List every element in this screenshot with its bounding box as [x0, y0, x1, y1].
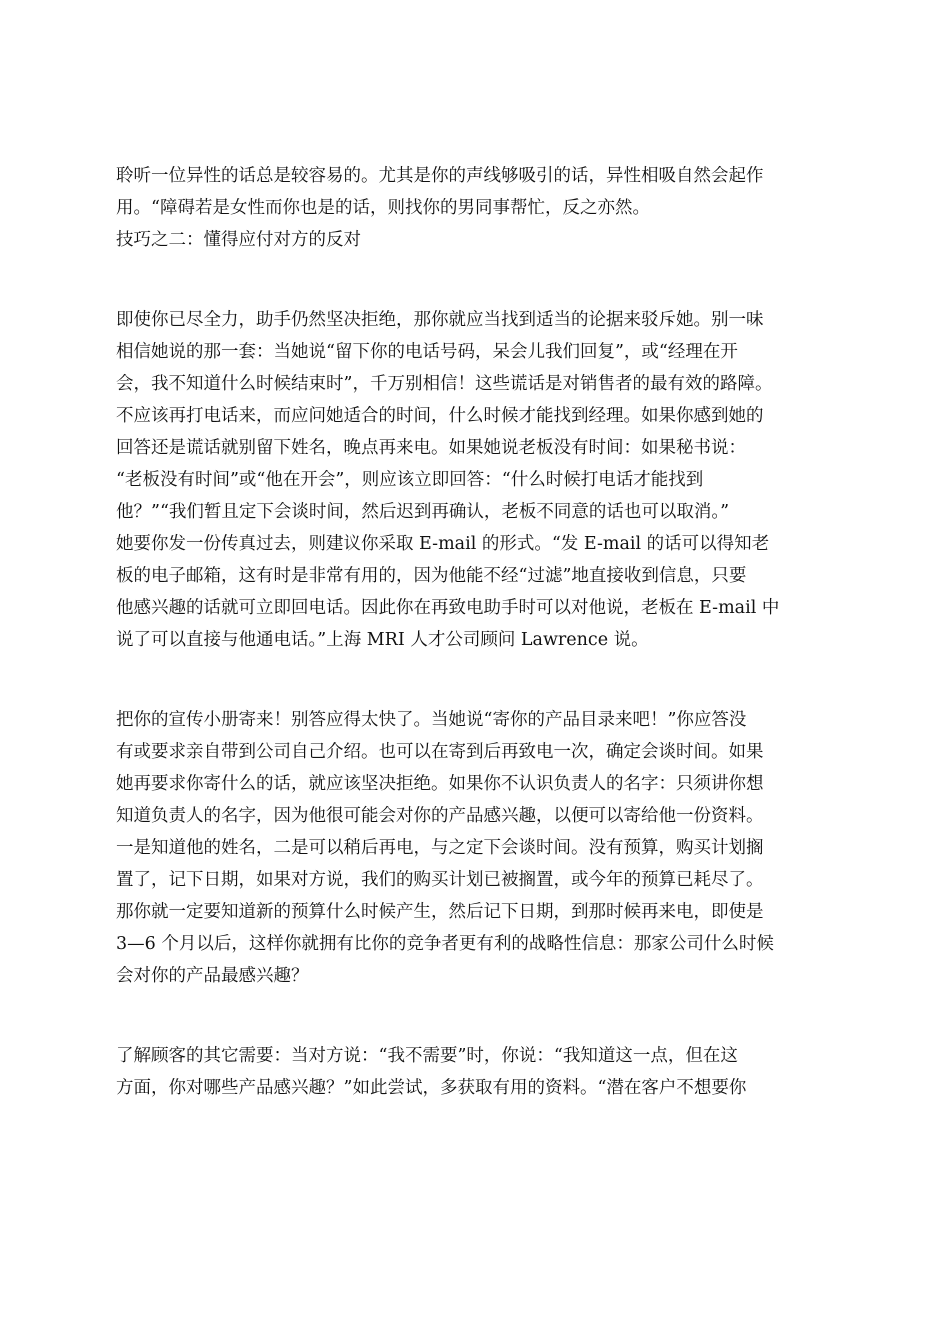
- text-line: 置了，记下日期，如果对方说，我们的购买计划已被搁置，或今年的预算已耗尽了。: [116, 870, 764, 890]
- text-line: 她要你发一份传真过去，则建议你采取 E-mail 的形式。“发 E-mail 的话可以得知老: [116, 534, 770, 554]
- paragraph-customer-needs: [116, 1040, 846, 1104]
- text-line: 了解顾客的其它需要：当对方说：“我不需要”时，你说：“我知道这一点，但在这: [116, 1046, 738, 1066]
- text-line: 有或要求亲自带到公司自己介绍。也可以在寄到后再致电一次，确定会谈时间。如果: [116, 742, 764, 762]
- text-line: 不应该再打电话来，而应问她适合的时间，什么时候才能找到经理。如果你感到她的: [116, 406, 764, 426]
- paragraph-gap: [116, 256, 846, 304]
- paragraph-gap: [116, 992, 846, 1040]
- text-line: 一是知道他的姓名，二是可以稍后再电，与之定下会谈时间。没有预算，购买计划搁: [116, 838, 764, 858]
- paragraph-handling-objections: [116, 304, 846, 656]
- paragraph-reception-tip: [116, 160, 846, 256]
- paragraph-brochure-request: [116, 704, 846, 992]
- text-line: 说了可以直接与他通电话。”上海 MRI 人才公司顾问 Lawrence 说。: [116, 630, 649, 650]
- text-line: 板的电子邮箱，这有时是非常有用的，因为他能不经“过滤”地直接收到信息，只要: [116, 566, 747, 586]
- document-body: [116, 160, 846, 1104]
- text-line: 用。“障碍若是女性而你也是的话，则找你的男同事帮忙，反之亦然。: [116, 198, 650, 218]
- text-line: 把你的宣传小册寄来！别答应得太快了。当她说“寄你的产品目录来吧！”你应答没: [116, 710, 747, 730]
- text-line: 他？”“我们暂且定下会谈时间，然后迟到再确认，老板不同意的话也可以取消。”: [116, 502, 730, 522]
- text-line: 那你就一定要知道新的预算什么时候产生，然后记下日期，到那时候再来电，即使是: [116, 902, 764, 922]
- text-line: 聆听一位异性的话总是较容易的。尤其是你的声线够吸引的话，异性相吸自然会起作: [116, 166, 764, 186]
- paragraph-gap: [116, 656, 846, 704]
- text-line: 她再要求你寄什么的话，就应该坚决拒绝。如果你不认识负责人的名字：只须讲你想: [116, 774, 764, 794]
- text-line: 3—6 个月以后，这样你就拥有比你的竞争者更有利的战略性信息：那家公司什么时候: [116, 934, 774, 954]
- text-line: 相信她说的那一套：当她说“留下你的电话号码，呆会儿我们回复”，或“经理在开: [116, 342, 738, 362]
- text-line: 他感兴趣的话就可立即回电话。因此你在再致电助手时可以对他说，老板在 E-mail 中: [116, 598, 780, 618]
- text-line: 方面，你对哪些产品感兴趣？”如此尝试，多获取有用的资料。“潜在客户不想要你: [116, 1078, 747, 1098]
- text-line: “老板没有时间”或“他在开会”，则应该立即回答：“什么时候打电话才能找到: [116, 470, 704, 490]
- section-heading: 技巧之二：懂得应付对方的反对: [116, 230, 361, 250]
- text-line: 即使你已尽全力，助手仍然坚决拒绝，那你就应当找到适当的论据来驳斥她。别一味: [116, 310, 764, 330]
- text-line: 会对你的产品最感兴趣？: [116, 966, 309, 986]
- text-line: 知道负责人的名字，因为他很可能会对你的产品感兴趣，以便可以寄给他一份资料。: [116, 806, 764, 826]
- text-line: 会，我不知道什么时候结束时”，千万别相信！这些谎话是对销售者的最有效的路障。: [116, 374, 773, 394]
- text-line: 回答还是谎话就别留下姓名，晚点再来电。如果她说老板没有时间：如果秘书说：: [116, 438, 746, 458]
